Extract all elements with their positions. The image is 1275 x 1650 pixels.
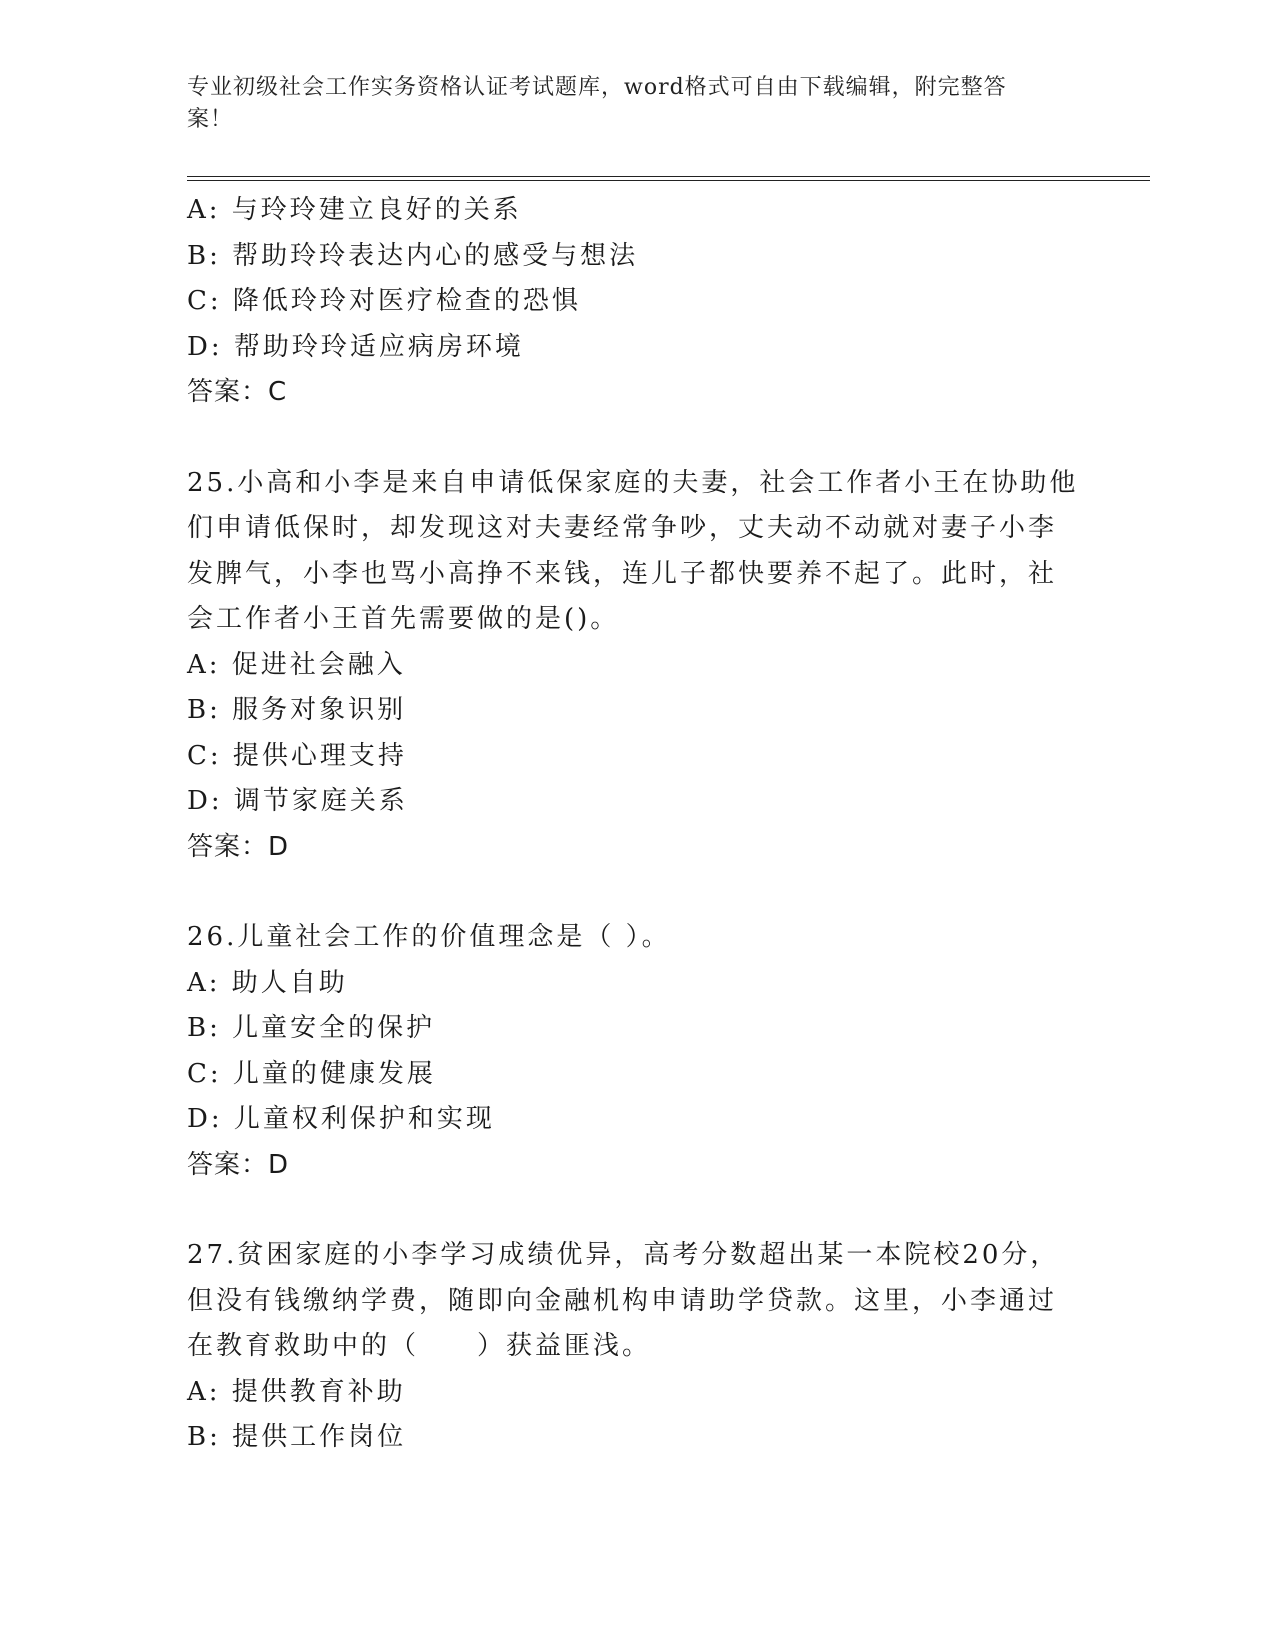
header-line-2: 案！ (187, 107, 234, 132)
spacer (187, 416, 1087, 461)
option-b: B: 帮助玲玲表达内心的感受与想法 (187, 240, 639, 271)
page-header (187, 72, 1067, 136)
option-c: C: 儿童的健康发展 (187, 1058, 436, 1089)
option-a: A: 促进社会融入 (187, 649, 406, 680)
option-d: D: 儿童权利保护和实现 (187, 1104, 495, 1134)
option-a: A: 提供教育补助 (187, 1376, 406, 1407)
option-d: D: 调节家庭关系 (187, 786, 408, 816)
question-27 (187, 1233, 1087, 1461)
answer-label: 答案：D (187, 1149, 290, 1180)
question-text-line: 在教育救助中的（ ）获益匪浅。 (187, 1331, 652, 1361)
question-24-continuation (187, 188, 1087, 416)
option-b: B: 服务对象识别 (187, 695, 407, 725)
option-a: A: 与玲玲建立良好的关系 (187, 195, 522, 225)
answer-label: 答案：C (187, 377, 288, 407)
option-c: C: 提供心理支持 (187, 740, 407, 771)
question-26 (187, 915, 1087, 1188)
option-b: B: 儿童安全的保护 (187, 1013, 436, 1043)
header-double-rule (187, 176, 1150, 181)
question-text-line: 25.小高和小李是来自申请低保家庭的夫妻，社会工作者小王在协助他 (187, 467, 1079, 498)
answer-label: 答案：D (187, 831, 290, 862)
option-c: C: 降低玲玲对医疗检查的恐惧 (187, 286, 581, 316)
question-text-line: 但没有钱缴纳学费，随即向金融机构申请助学贷款。这里，小李通过 (187, 1285, 1058, 1316)
question-text-line: 发脾气，小李也骂小高挣不来钱，连儿子都快要养不起了。此时，社 (187, 558, 1058, 589)
option-d: D: 帮助玲玲适应病房环境 (187, 331, 524, 362)
question-text-line: 会工作者小王首先需要做的是()。 (187, 604, 620, 634)
spacer (187, 870, 1087, 915)
question-text-line: 26.儿童社会工作的价值理念是（ ）。 (187, 922, 671, 952)
question-25 (187, 461, 1087, 871)
question-text-line: 们申请低保时，却发现这对夫妻经常争吵，丈夫动不动就对妻子小李 (187, 513, 1058, 543)
option-a: A: 助人自助 (187, 967, 348, 998)
spacer (187, 1188, 1087, 1233)
option-b: B: 提供工作岗位 (187, 1422, 407, 1452)
question-text-line: 27.贫困家庭的小李学习成绩优异，高考分数超出某一本院校20分， (187, 1240, 1060, 1270)
question-content (187, 188, 1087, 1461)
header-line-1: 专业初级社会工作实务资格认证考试题库，word格式可自由下载编辑，附完整答 (187, 75, 1007, 100)
